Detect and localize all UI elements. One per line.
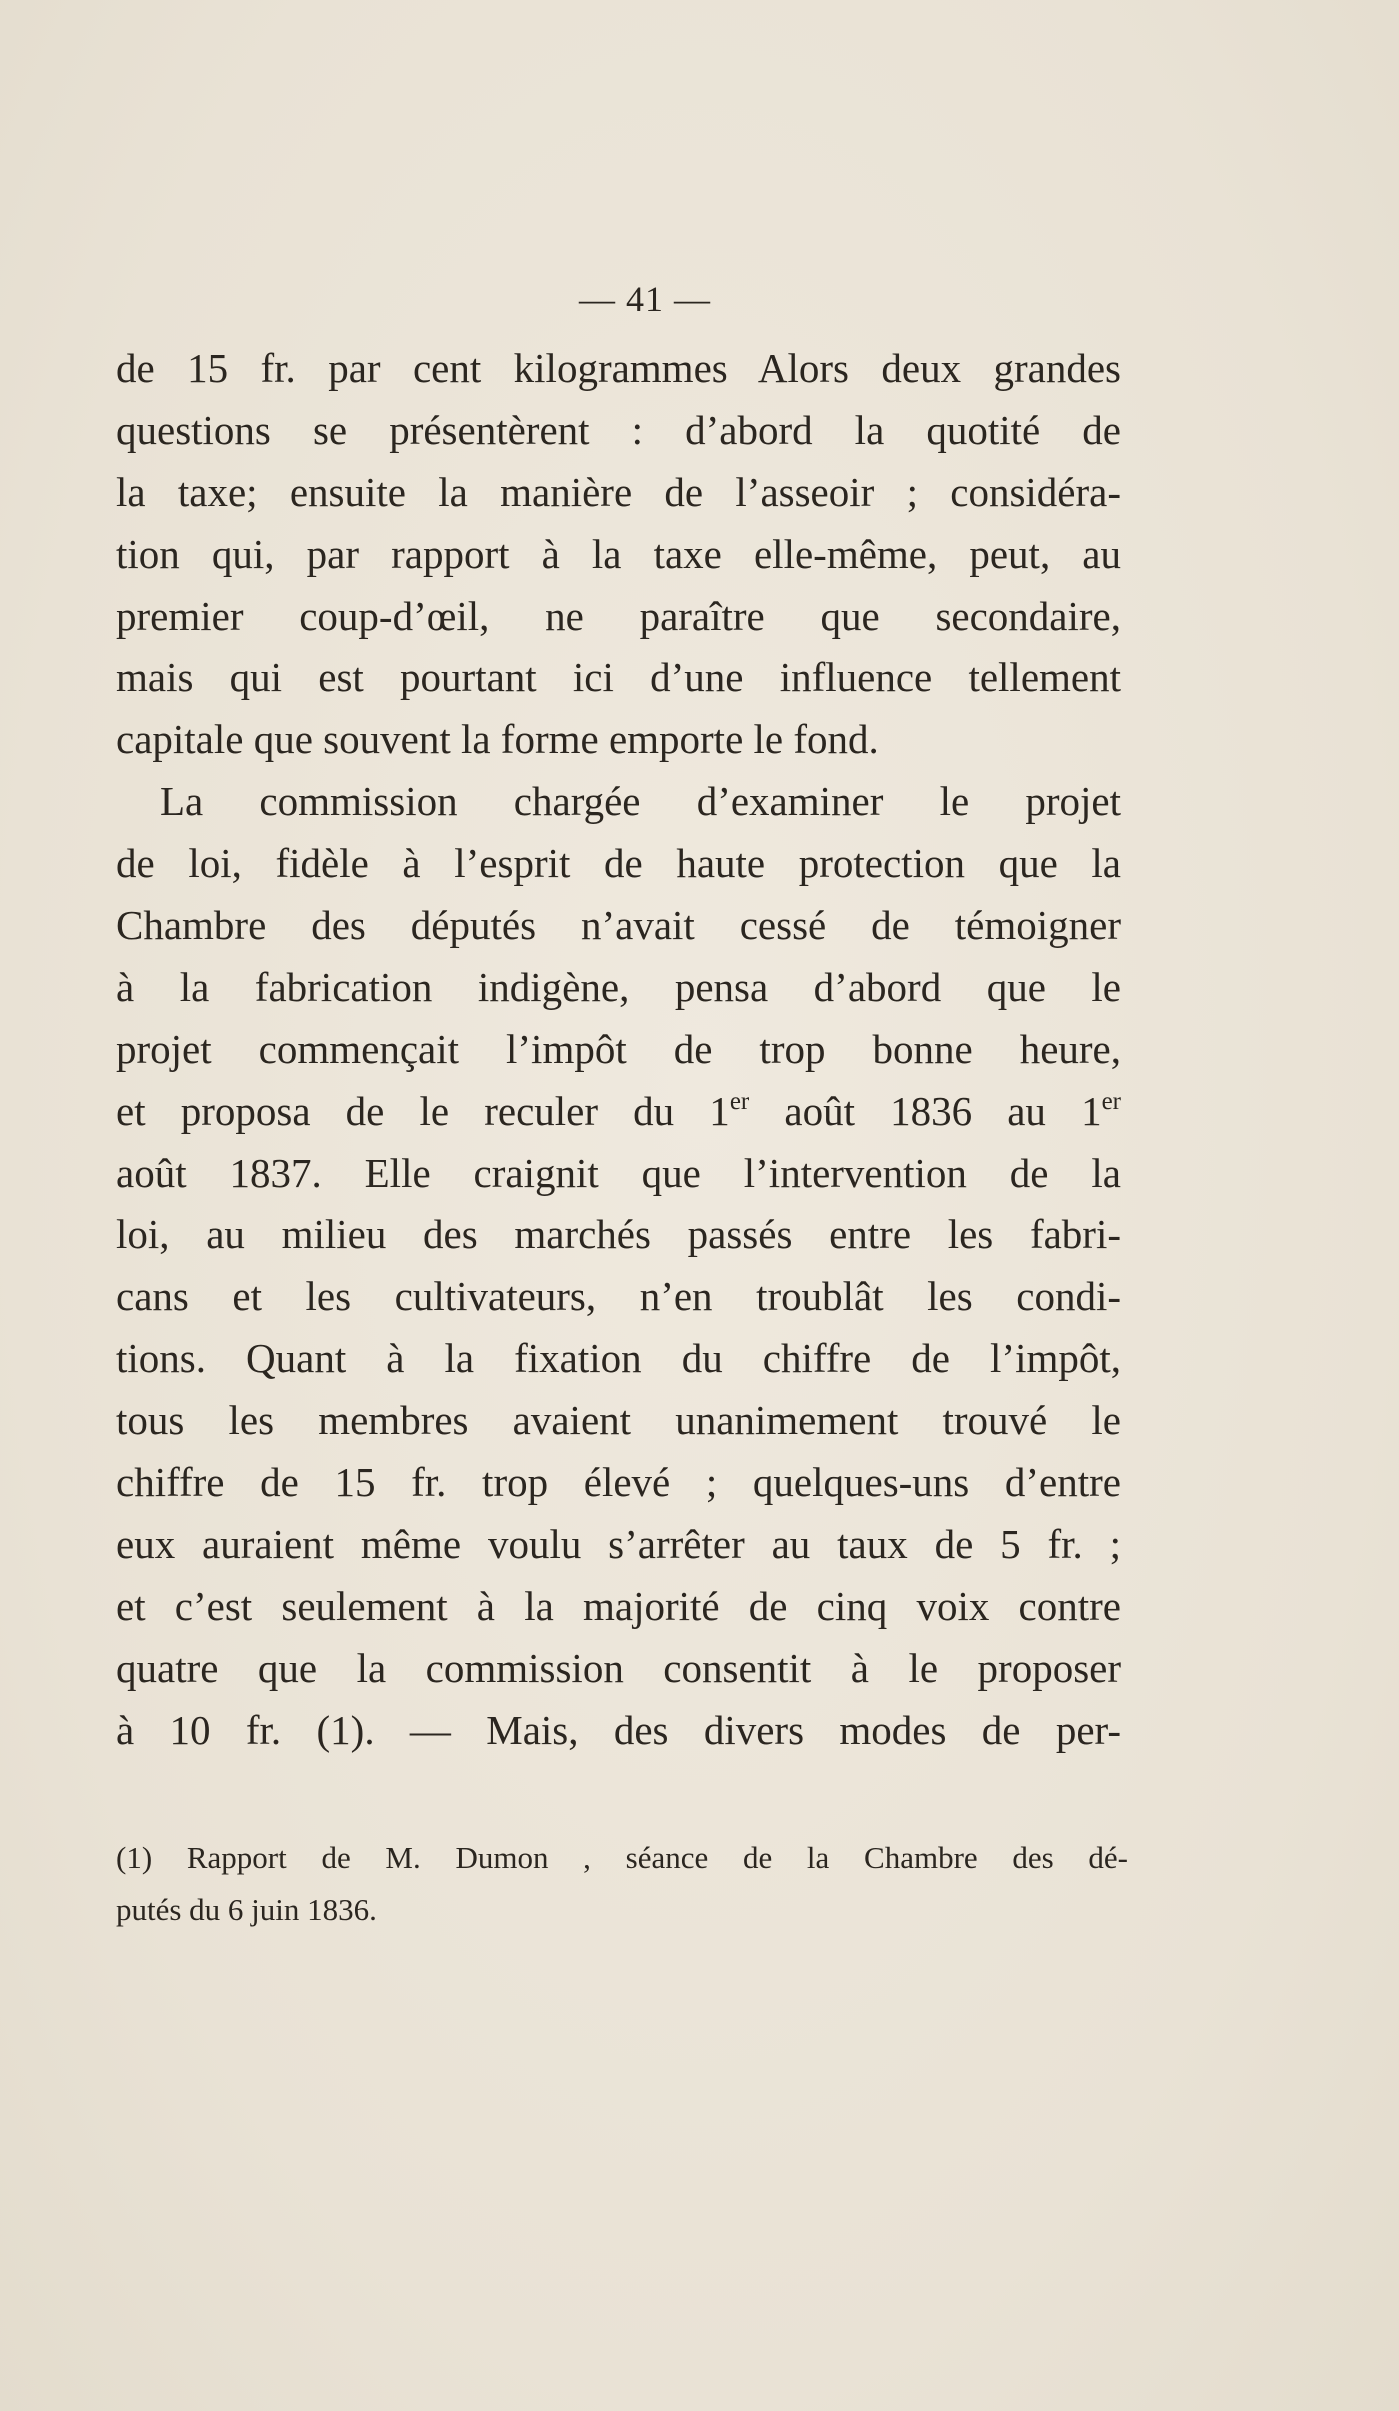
text-fragment: et proposa de le reculer du 1 [116, 1087, 730, 1134]
text-line: quatre que la commission consentit à le proposer [116, 1644, 1121, 1691]
text-line: capitale que souvent la forme emporte le fond. [116, 716, 879, 763]
text-fragment: août 1836 au 1 [749, 1087, 1102, 1134]
text-line [116, 1081, 1121, 1143]
text-line: premier coup-d’œil, ne paraître que secondaire, [116, 592, 1121, 639]
text-line: Chambre des députés n’avait cessé de témoigner [116, 902, 1121, 949]
text-line: projet commençait l’impôt de trop bonne heure, [116, 1025, 1121, 1072]
text-line: loi, au milieu des marchés passés entre les fabri- [116, 1211, 1121, 1258]
text-line: eux auraient même voulu s’arrêter au taux de 5 fr. ; [116, 1520, 1121, 1567]
text-line: de 15 fr. par cent kilogrammes Alors deux grandes [116, 345, 1121, 391]
footnote-line: putés du 6 juin 1836. [116, 1892, 377, 1927]
text-line: chiffre de 15 fr. trop élevé ; quelques-uns d’entre [116, 1459, 1121, 1506]
text-line: La commission chargée d’examiner le projet [160, 778, 1121, 825]
text-line: tous les membres avaient unanimement trouvé le [116, 1397, 1121, 1444]
text-line: tion qui, par rapport à la taxe elle-même, peut, au [116, 530, 1121, 577]
footnote-line: (1) Rapport de M. Dumon , séance de la Chambre des dé- [116, 1840, 1128, 1875]
paragraph-2 [116, 771, 1121, 1761]
text-line: août 1837. Elle craignit que l’intervention de la [116, 1149, 1121, 1196]
text-line: cans et les cultivateurs, n’en troublât les condi- [116, 1273, 1121, 1320]
superscript: er [729, 1087, 750, 1115]
superscript: er [1101, 1087, 1121, 1115]
body-text [116, 338, 1121, 1761]
text-line: à 10 fr. (1). — Mais, des divers modes de per- [116, 1706, 1121, 1753]
footnote [116, 1832, 1128, 1936]
text-line: mais qui est pourtant ici d’une influence tellement [116, 654, 1121, 701]
text-line: tions. Quant à la fixation du chiffre de l’impôt, [116, 1335, 1121, 1382]
text-line: questions se présentèrent : d’abord la quotité de [116, 406, 1121, 453]
text-line: la taxe; ensuite la manière de l’asseoir ; considéra- [116, 468, 1121, 515]
text-line: et c’est seulement à la majorité de cinq voix contre [116, 1582, 1121, 1629]
paragraph-1 [116, 338, 1121, 771]
page-number: — 41 — [579, 279, 711, 319]
text-line: de loi, fidèle à l’esprit de haute protection que la [116, 840, 1121, 887]
text-line: à la fabrication indigène, pensa d’abord que le [116, 963, 1121, 1010]
